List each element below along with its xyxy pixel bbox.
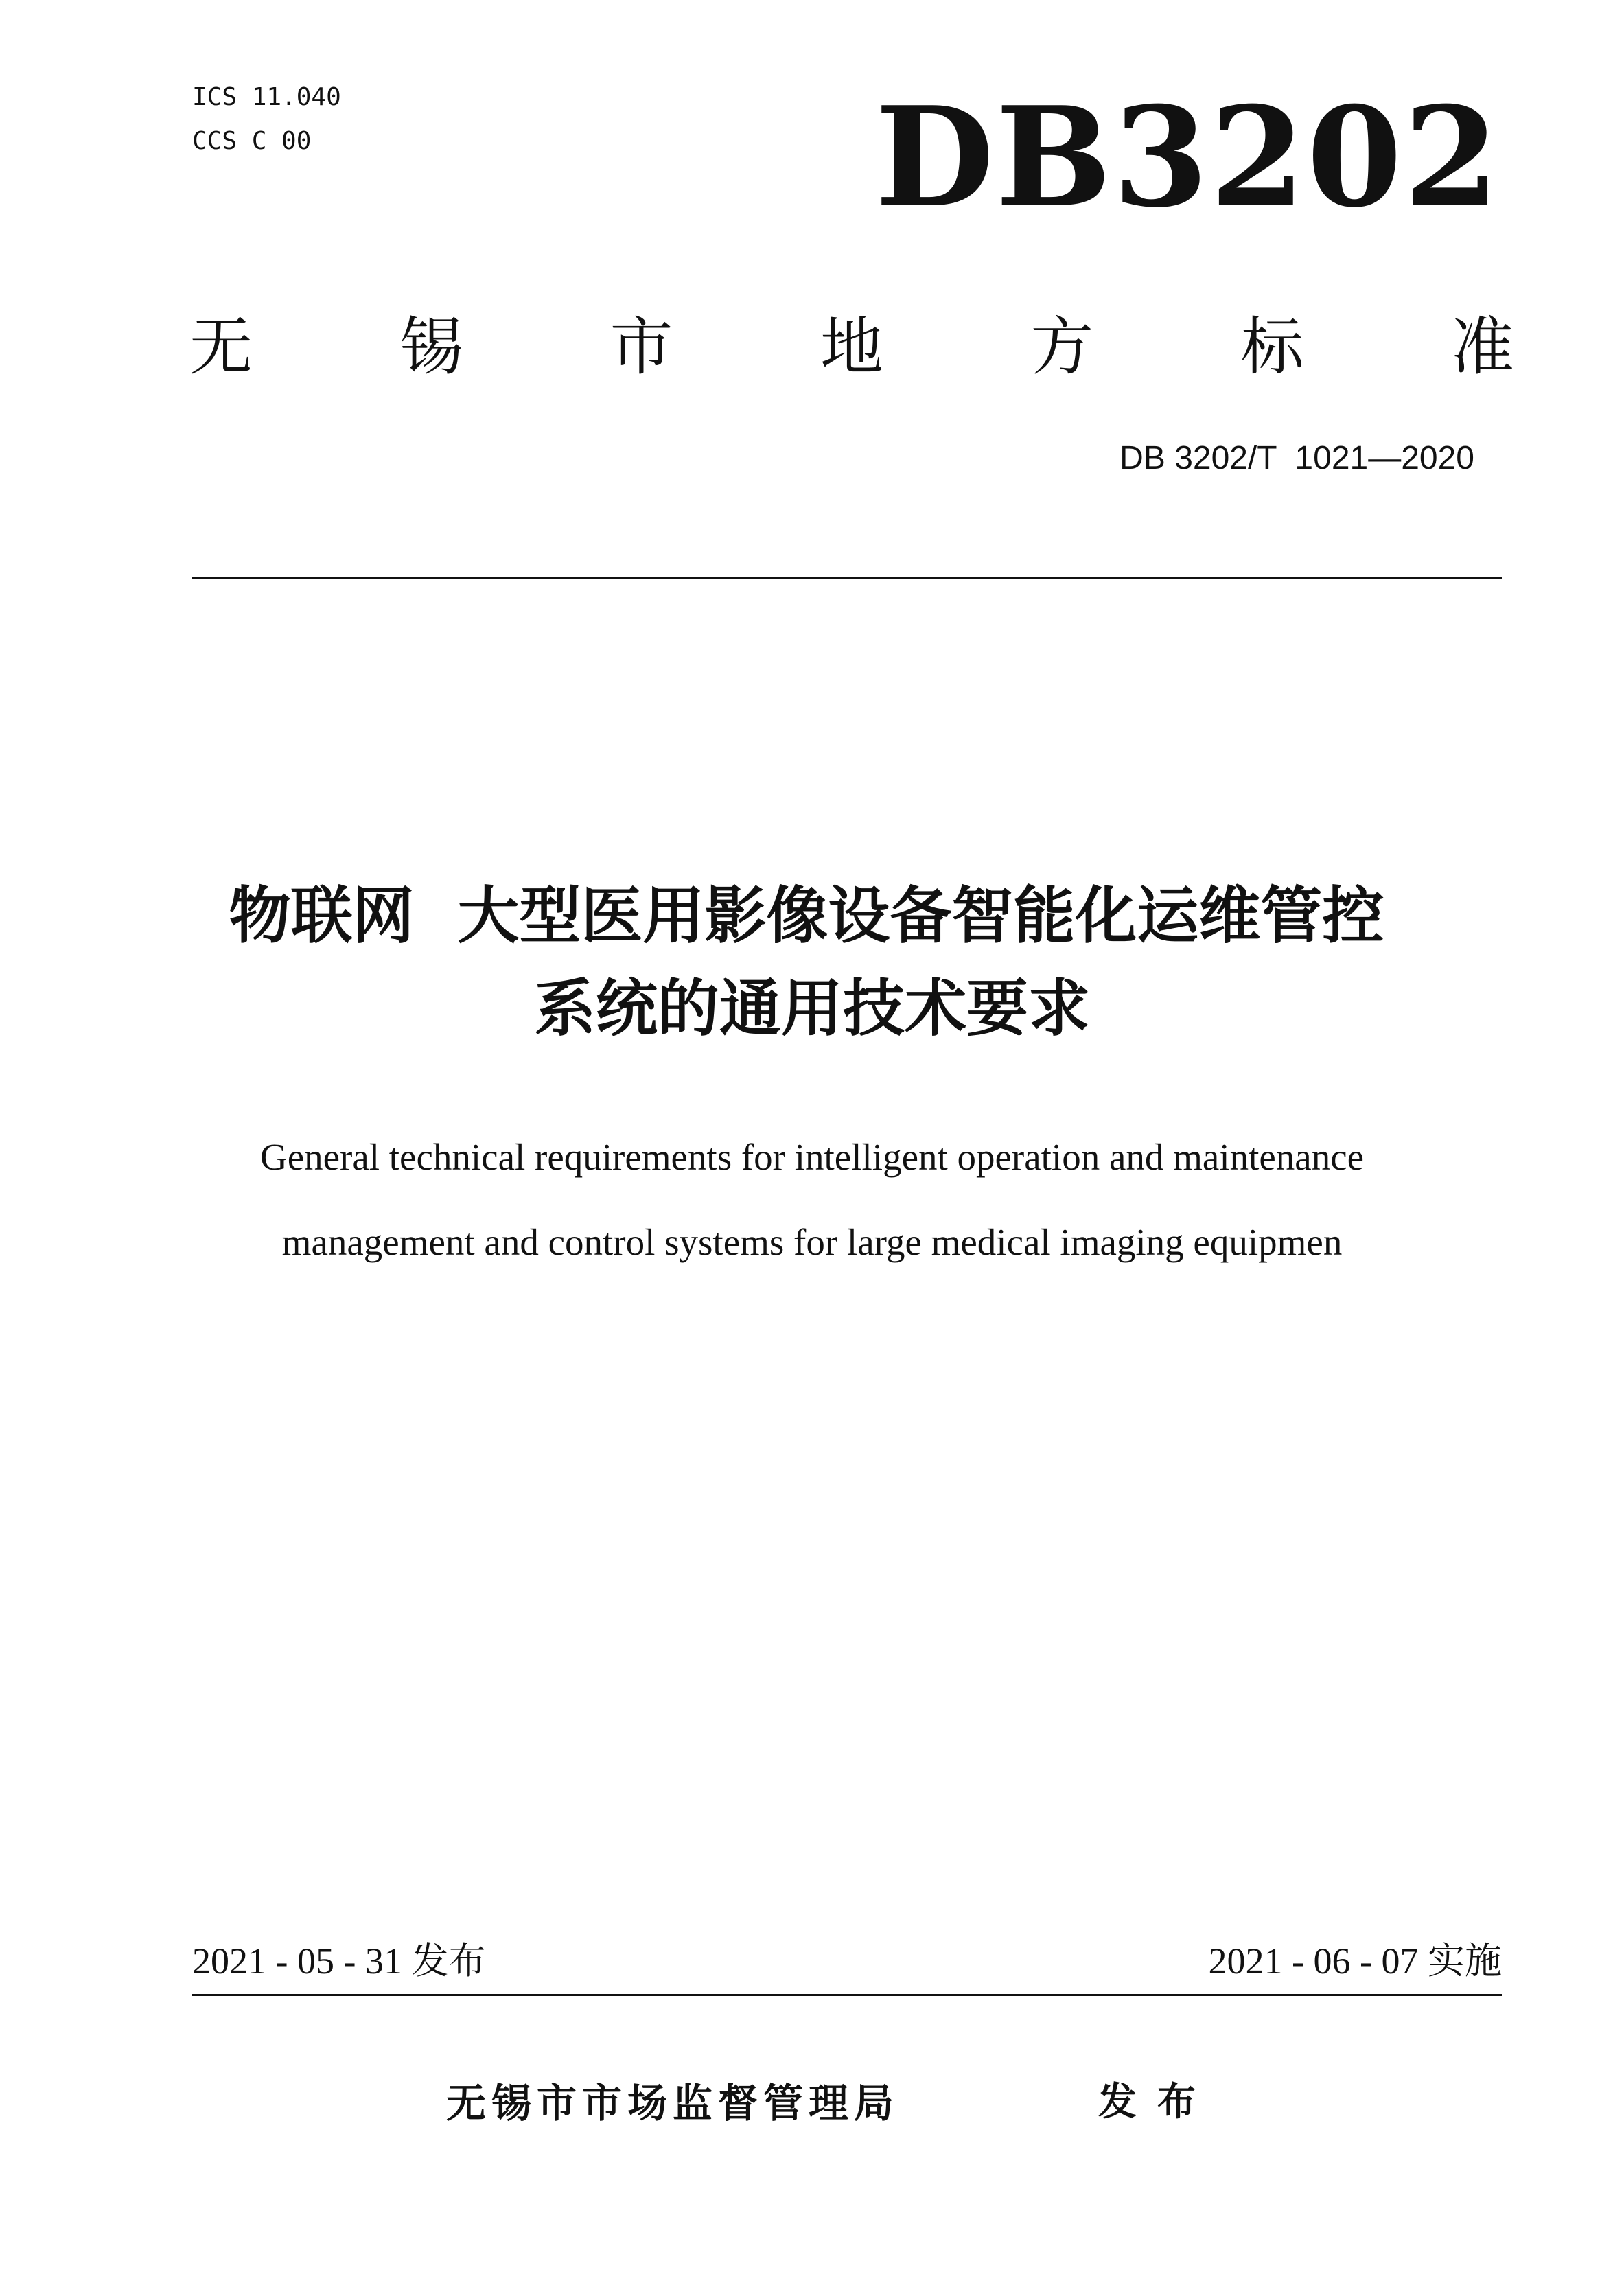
standard-code-logo: DB3202 bbox=[874, 77, 1500, 238]
publish-date: 2021 - 05 - 31 发布 bbox=[192, 1940, 486, 1982]
standard-number: DB 3202/T 1021—2020 bbox=[1120, 440, 1474, 476]
title-english-line-1: General technical requirements for intelligent operation and maintenance bbox=[259, 1136, 1365, 1178]
standard-type-char: 准 bbox=[1450, 310, 1514, 384]
title-english-line-2: management and control systems for large medical imaging equipmen bbox=[281, 1221, 1343, 1263]
header-divider bbox=[192, 577, 1502, 579]
ccs-code: CCS C 00 bbox=[192, 127, 312, 155]
standard-type-char: 锡 bbox=[399, 310, 463, 384]
issue-label: 发布 bbox=[1098, 2080, 1216, 2124]
implementation-date: 2021 - 06 - 07 实施 bbox=[1208, 1940, 1502, 1982]
standard-type-char: 市 bbox=[610, 310, 673, 384]
footer-divider bbox=[192, 1994, 1502, 1996]
standard-type-char: 地 bbox=[820, 310, 883, 384]
ics-code: ICS 11.040 bbox=[192, 83, 341, 111]
title-chinese-line-1: 物联网 大型医用影像设备智能化运维管控 bbox=[229, 880, 1384, 952]
standard-type-char: 无 bbox=[189, 310, 253, 384]
title-chinese-line-2: 系统的通用技术要求 bbox=[534, 973, 1090, 1045]
standard-type-char: 方 bbox=[1030, 310, 1094, 384]
standard-type-heading bbox=[189, 310, 1514, 384]
standard-type-char: 标 bbox=[1240, 310, 1304, 384]
issuing-authority: 无锡市市场监督管理局 bbox=[446, 2080, 900, 2126]
